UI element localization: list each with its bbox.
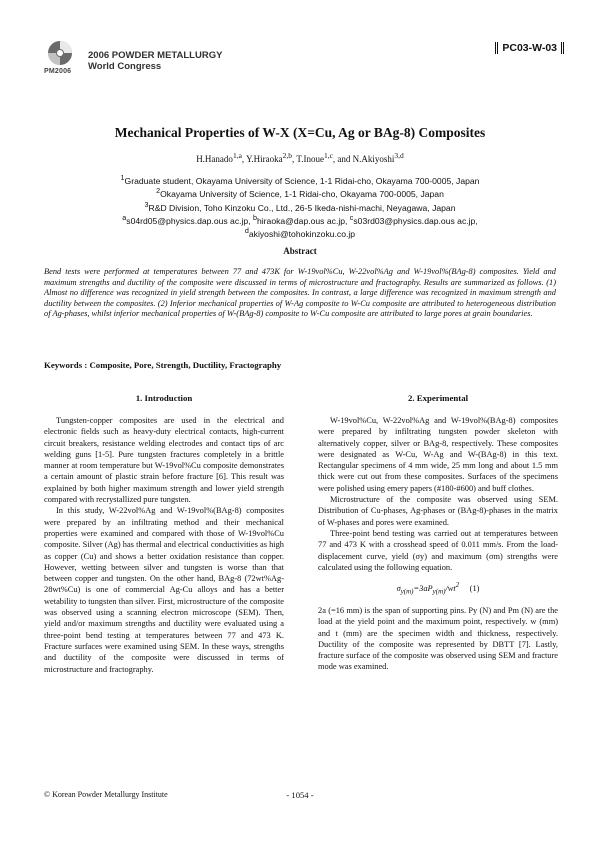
- logo-text: PM2006: [44, 68, 72, 75]
- exp-paragraph-1: W-19vol%Cu, W-22vol%Ag and W-19vol%(BAg-8) composites were prepared by infiltrating tungsten powder skeleton with alternatively copper, silver or BAg-8, respectively. These composites were designated as W-Cu, W-Ag and W-(BAg-8) in this text. Rectangular specimens of 4 mm wide, 25 mm long and about 1.5 mm thick were cut out from these composites. Surfaces of the specimens were polished using emery papers (#180-#600) and buff clothes.: [318, 416, 558, 493]
- pm2006-logo: [44, 40, 84, 80]
- intro-paragraph-1: Tungsten-copper composites are used in the electrical and electronic fields such as heavy-duty electrical contacts, high-current circuit breakers, resistance welding electrodes and contact tips of arc welding guns [1-5]. Pure tungsten fractures completely in a brittle manner at room temperature but W-19vol%Cu composite demonstrates a certain amount of plastic strain before fracture [6]. This result was explained by both higher maximum strength and lower yield strength compared with recrystallized pure tungsten.: [44, 416, 284, 505]
- introduction-heading: 1. Introduction: [135, 393, 193, 403]
- intro-paragraph-2: In this study, W-22vol%Ag and W-19vol%(BAg-8) composites were prepared by an infiltrating method and their mechanical properties were examined and compared with those of W-19vol%Cu composite. Silver (Ag) has thermal and electrical conductivities as high as copper (Cu) and shows a better oxidation resistance than copper. However, wetting between silver and tungsten is worse than that between copper and tungsten. On the other hand, BAg-8 (72wt%Ag-28wt%Cu) is one of commercial Ag-Cu alloys and has a better wetability to tungsten than silver. First, microstructure of the composite was observed using a scanning electron microscope (SEM). Then, yield and/or maximum strengths and ductility were evaluated using a three-point bend testing at temperatures between 77 and 473 K. Fracture surfaces were examined using SEM. In these ways, strengths and ductility of the composite were discussed in terms of microstructure and fractography.: [44, 506, 284, 674]
- keywords: Keywords : Composite, Pore, Strength, Ductility, Fractography: [44, 360, 282, 370]
- experimental-heading: 2. Experimental: [407, 393, 469, 403]
- conference-header: [44, 40, 564, 84]
- affiliation-3: $^3$R&D Division, Toho Kinzoku Co., Ltd., 26-5 Ikeda-nishi-machi, Neyagawa, Japan: [144, 200, 456, 213]
- paper-title: Mechanical Properties of W-X (X=Cu, Ag or BAg-8) Composites: [114, 125, 486, 140]
- exp-paragraph-4: 2a (=16 mm) is the span of supporting pins. Py (N) and Pm (N) are the load at the yield point and the maximum point, respectively. w (mm) and t (mm) are the specimen width and thickness, respectively. Ductility of the composite was represented by DBTT [7]. Lastly, fracture surface of the composite was observed using SEM and fracture mode was examined.: [318, 605, 558, 672]
- swirl-logo-icon: [47, 40, 73, 66]
- emails-2: $^d$akiyoshi@tohokinzoku.co.jp: [244, 227, 356, 239]
- emails-1: $^a$s04rd05@physics.dap.ous ac.jp, $^b$hiraoka@dap.ous ac.jp, $^c$s03rd03@physics.dap.ous ac.jp,: [122, 213, 478, 226]
- author-list: H.Hanado$^{1,a}$, Y.Hiraoka$^{2,b}$, T.Inoue$^{1,c}$, and N.Akiyoshi$^{3,d}$: [196, 151, 404, 164]
- exp-paragraph-2: Microstructure of the composite was observed using SEM. Distribution of Cu-phases, Ag-phases or (BAg-8)-phases in the matrix of W-phases and pores were examined.: [318, 495, 558, 527]
- affiliations: [0, 173, 600, 239]
- conference-title: [88, 50, 222, 72]
- page-number: - 1054 -: [286, 790, 314, 800]
- abstract-text: Bend tests were performed at temperatures between 77 and 473K for W-19vol%Cu, W-22vol%Ag and W-19vol%(BAg-8) composites. Yield and maximum strengths and ductility of the composite were discussed in terms of microstructure and fractography. Results are summarized as follows. (1) Almost no difference was recognized in yield strength between the composites. In contrast, a large difference was recognized in maximum strength and ductility between the composites. (2) Inferior mechanical properties of W-Ag composite to W-Cu composite are attributed to heterogeneous distribution of Ag-phases, whilst inferior mechanical properties of W-(BAg-8) composite to W-Cu composite are attributed to large pores at grain boundaries.: [44, 267, 556, 318]
- experimental-column: [318, 415, 558, 673]
- affiliation-2: $^2$Okayama University of Science, 1-1 Ridai-cho, Okayama 700-0005, Japan: [156, 187, 444, 200]
- conference-line-2: World Congress: [88, 61, 162, 72]
- abstract-heading: Abstract: [283, 246, 317, 256]
- exp-paragraph-3: Three-point bend testing was carried out at temperatures between 77 and 473 K with a crosshead speed of 0.011 mm/s. From the load-displacement curve, yield (σy) and maximum (σm) strengths were calculated using the following equation.: [318, 528, 558, 572]
- conference-line-1: 2006 POWDER METALLURGY: [88, 50, 223, 61]
- copyright-notice: © Korean Powder Metallurgy Institute: [44, 790, 168, 799]
- equation-1: $\sigma_{y(m)}=3aP_{y(m)}/wt^2$ (1): [396, 581, 480, 596]
- affiliation-1: $^1$Graduate student, Okayama University of Science, 1-1 Ridai-cho, Okayama 700-0005, Japan: [120, 174, 480, 186]
- paper-id-badge: PC03-W-03: [495, 42, 564, 54]
- introduction-column: [44, 415, 284, 675]
